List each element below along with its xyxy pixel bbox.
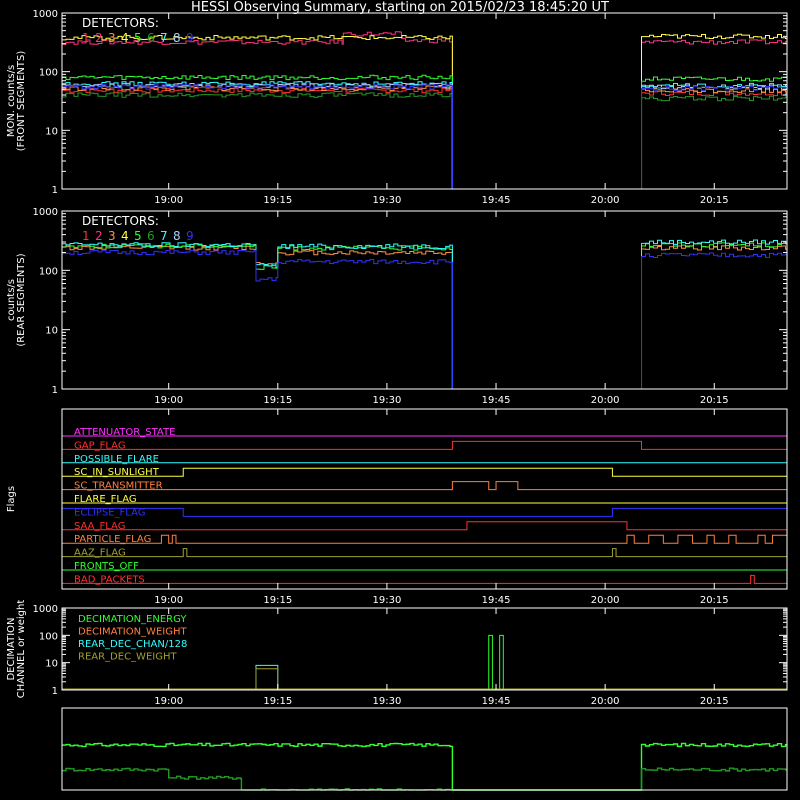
rear-xtick-label: 19:30	[372, 395, 402, 406]
front-series-2	[62, 32, 787, 189]
flag-trace-bad_packets	[62, 574, 787, 586]
flag-label: SC_IN_SUNLIGHT	[74, 467, 159, 479]
front-legend-item: 2	[95, 31, 103, 45]
rear-ytick-label: 10	[45, 325, 58, 337]
rear-ytick-label: 1000	[32, 207, 58, 218]
front-ytick-label: 1000	[32, 9, 58, 20]
front-series-1	[62, 88, 787, 189]
rear-series-3	[62, 246, 787, 389]
decimation-spike-decimation-energy	[500, 635, 504, 690]
front-ytick-label: 10	[45, 126, 58, 138]
rear-legend-item: 3	[108, 229, 116, 243]
front-legend-item: 1	[82, 31, 90, 45]
flags-xtick-label: 19:00	[154, 595, 184, 606]
flag-label: SAA_FLAG	[74, 520, 126, 532]
front-legend-item: 7	[160, 31, 168, 45]
flag-trace-gap_flag	[62, 440, 787, 452]
flag-trace-sc_in_sunlight	[62, 467, 787, 479]
flags-xtick-label: 20:15	[699, 595, 729, 606]
rear-xtick-label: 20:15	[699, 395, 729, 406]
front-legend-title: DETECTORS:	[82, 16, 159, 30]
flag-label: ECLIPSE_FLAG	[74, 507, 146, 519]
flag-trace-particle_flag	[62, 534, 787, 546]
flags-xtick-label: 19:30	[372, 595, 402, 606]
decimation-xtick-label: 19:15	[263, 696, 293, 707]
rear-series-9	[62, 250, 787, 389]
front-series-3	[62, 86, 787, 189]
flag-trace-aaz_flag	[62, 549, 787, 557]
front-series-8	[62, 83, 787, 189]
front-xtick-label: 19:45	[481, 195, 511, 206]
rear-legend-item: 1	[82, 229, 90, 243]
front-ylabel: MON. counts/s	[6, 64, 17, 138]
flag-label: ATTENUATOR_STATE	[74, 427, 176, 438]
decimation-ylabel: CHANNEL or weight	[16, 599, 27, 699]
rear-legend-title: DETECTORS:	[82, 214, 159, 228]
flag-label: POSSIBLE_FLARE	[74, 453, 159, 465]
decimation-ytick-label: 1	[51, 686, 58, 697]
decimation-xtick-label: 19:45	[481, 696, 511, 707]
decimation-legend-item: REAR_DEC_CHAN/128	[78, 639, 188, 650]
rear-legend-item: 2	[95, 229, 103, 243]
rear-legend-item: 6	[147, 229, 155, 243]
rear-ylabel: (REAR SEGMENTS)	[16, 253, 27, 347]
flag-label: PARTICLE_FLAG	[74, 534, 152, 546]
decimation-legend-item: REAR_DEC_WEIGHT	[78, 651, 177, 663]
flag-label: BAD_PACKETS	[74, 574, 145, 586]
front-xtick-label: 19:00	[154, 195, 184, 206]
decimation-xtick-label: 19:00	[154, 696, 184, 707]
decimation-xtick-label: 20:15	[699, 696, 729, 707]
front-legend-item: 6	[147, 31, 155, 45]
decimation-legend-item: DECIMATION_ENERGY	[78, 614, 187, 625]
decimation-xtick-label: 20:00	[590, 696, 620, 707]
flag-label: FRONTS_OFF	[74, 561, 139, 572]
decimation-ytick-label: 10	[45, 658, 58, 670]
flag-label: SC_TRANSMITTER	[74, 480, 163, 492]
flags-xtick-label: 19:45	[481, 595, 511, 606]
rear-xtick-label: 20:00	[590, 395, 620, 406]
rear-xtick-label: 19:00	[154, 395, 184, 406]
front-legend-item: 5	[134, 31, 142, 45]
rear-legend-item: 8	[173, 229, 181, 243]
rear-series-7	[62, 240, 787, 389]
decimation-ytick-label: 1000	[32, 604, 58, 615]
flag-trace-sc_transmitter	[62, 482, 787, 490]
rear-xtick-label: 19:15	[263, 395, 293, 406]
flag-label: FLARE_FLAG	[74, 494, 137, 505]
front-legend-item: 4	[121, 31, 129, 45]
front-xtick-label: 19:15	[263, 195, 293, 206]
front-ylabel: (FRONT SEGMENTS)	[16, 50, 27, 152]
flag-trace-eclipse_flag	[62, 507, 787, 519]
front-series-4	[62, 34, 787, 189]
rear-legend-item: 7	[160, 229, 168, 243]
page-title: HESSI Observing Summary, starting on 2015/02/23 18:45:20 UT	[191, 0, 609, 15]
decimation-ylabel: DECIMATION	[6, 617, 17, 681]
rear-legend-item: 9	[186, 229, 194, 243]
rear-xtick-label: 19:45	[481, 395, 511, 406]
decimation-ytick-label: 100	[38, 631, 58, 643]
flags-ylabel: Flags	[6, 485, 17, 513]
rear-ytick-label: 100	[38, 266, 58, 278]
rear-ytick-label: 1	[51, 385, 58, 396]
front-xtick-label: 20:00	[590, 195, 620, 206]
decimation-spike-rear-dec-weight	[256, 669, 278, 690]
front-legend-item: 8	[173, 31, 181, 45]
decimation-spike-decimation-energy	[489, 635, 493, 690]
front-xtick-label: 20:15	[699, 195, 729, 206]
flag-trace-saa_flag	[62, 522, 787, 530]
livetime-series-rear-segments	[62, 768, 787, 790]
front-legend-item: 3	[108, 31, 116, 45]
livetime-series-front-segments	[62, 743, 787, 790]
rear-legend-item: 4	[121, 229, 129, 243]
rear-ylabel: counts/s	[6, 278, 17, 322]
front-legend-item: 9	[186, 31, 194, 45]
decimation-xtick-label: 19:30	[372, 696, 402, 707]
rear-legend-item: 5	[134, 229, 142, 243]
rear-series-5	[62, 243, 787, 389]
flags-xtick-label: 19:15	[263, 595, 293, 606]
decimation-legend-item: DECIMATION_WEIGHT	[78, 626, 187, 638]
front-series-9	[62, 85, 787, 189]
front-ytick-label: 100	[38, 67, 58, 79]
front-series-6	[62, 93, 787, 189]
flag-label: GAP_FLAG	[74, 440, 126, 452]
rear-frame	[62, 211, 787, 389]
front-ytick-label: 1	[51, 185, 58, 196]
flag-label: AAZ_FLAG	[74, 547, 126, 559]
front-xtick-label: 19:30	[372, 195, 402, 206]
flags-xtick-label: 20:00	[590, 595, 620, 606]
